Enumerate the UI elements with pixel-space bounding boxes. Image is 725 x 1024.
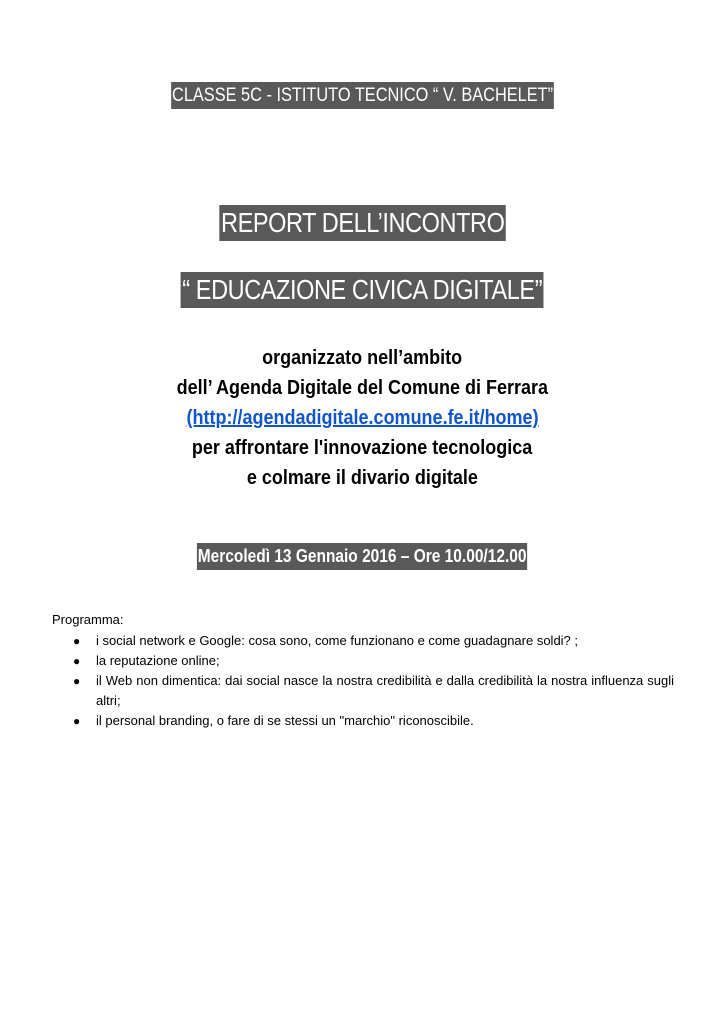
bullet-icon: ●	[73, 714, 81, 728]
event-description	[0, 343, 725, 493]
bullet-icon: ●	[73, 654, 81, 668]
program-item: ● il personal branding, o fare di se stessi un "marchio" riconoscibile.	[52, 711, 674, 731]
description-link-line	[0, 403, 725, 433]
event-title	[0, 272, 725, 308]
school-label: CLASSE 5C - ISTITUTO TECNICO “ V. BACHELET”	[171, 82, 554, 109]
program-item: ● la reputazione online;	[52, 651, 674, 671]
report-title	[0, 205, 725, 241]
description-line-1: organizzato nell’ambito	[262, 347, 463, 369]
program-item: ● i social network e Google: cosa sono, come funzionano e come guadagnare soldi? ;	[52, 631, 674, 651]
description-line-2: dell’ Agenda Digitale del Comune di Ferrara	[176, 377, 549, 399]
bullet-icon: ●	[73, 634, 81, 648]
report-title-text: REPORT DELL’INCONTRO	[219, 205, 506, 241]
school-header	[0, 82, 725, 109]
program-item: ● il Web non dimentica: dai social nasce la nostra credibilità e dalla credibilità la nostra influenza sugli altri;	[73, 673, 674, 708]
agenda-digitale-link[interactable]: (http://agendadigitale.comune.fe.it/home)	[186, 407, 539, 429]
program-section	[52, 610, 674, 731]
event-title-text: “ EDUCAZIONE CIVICA DIGITALE”	[181, 272, 544, 308]
description-line-4: per affrontare l'innovazione tecnologica	[192, 437, 533, 459]
program-list	[52, 631, 674, 731]
program-heading: Programma:	[52, 612, 124, 627]
description-line-5: e colmare il divario digitale	[246, 467, 479, 489]
event-date	[0, 543, 725, 570]
bullet-icon: ●	[73, 674, 81, 688]
event-date-text: Mercoledì 13 Gennaio 2016 – Ore 10.00/12.00	[197, 543, 527, 570]
